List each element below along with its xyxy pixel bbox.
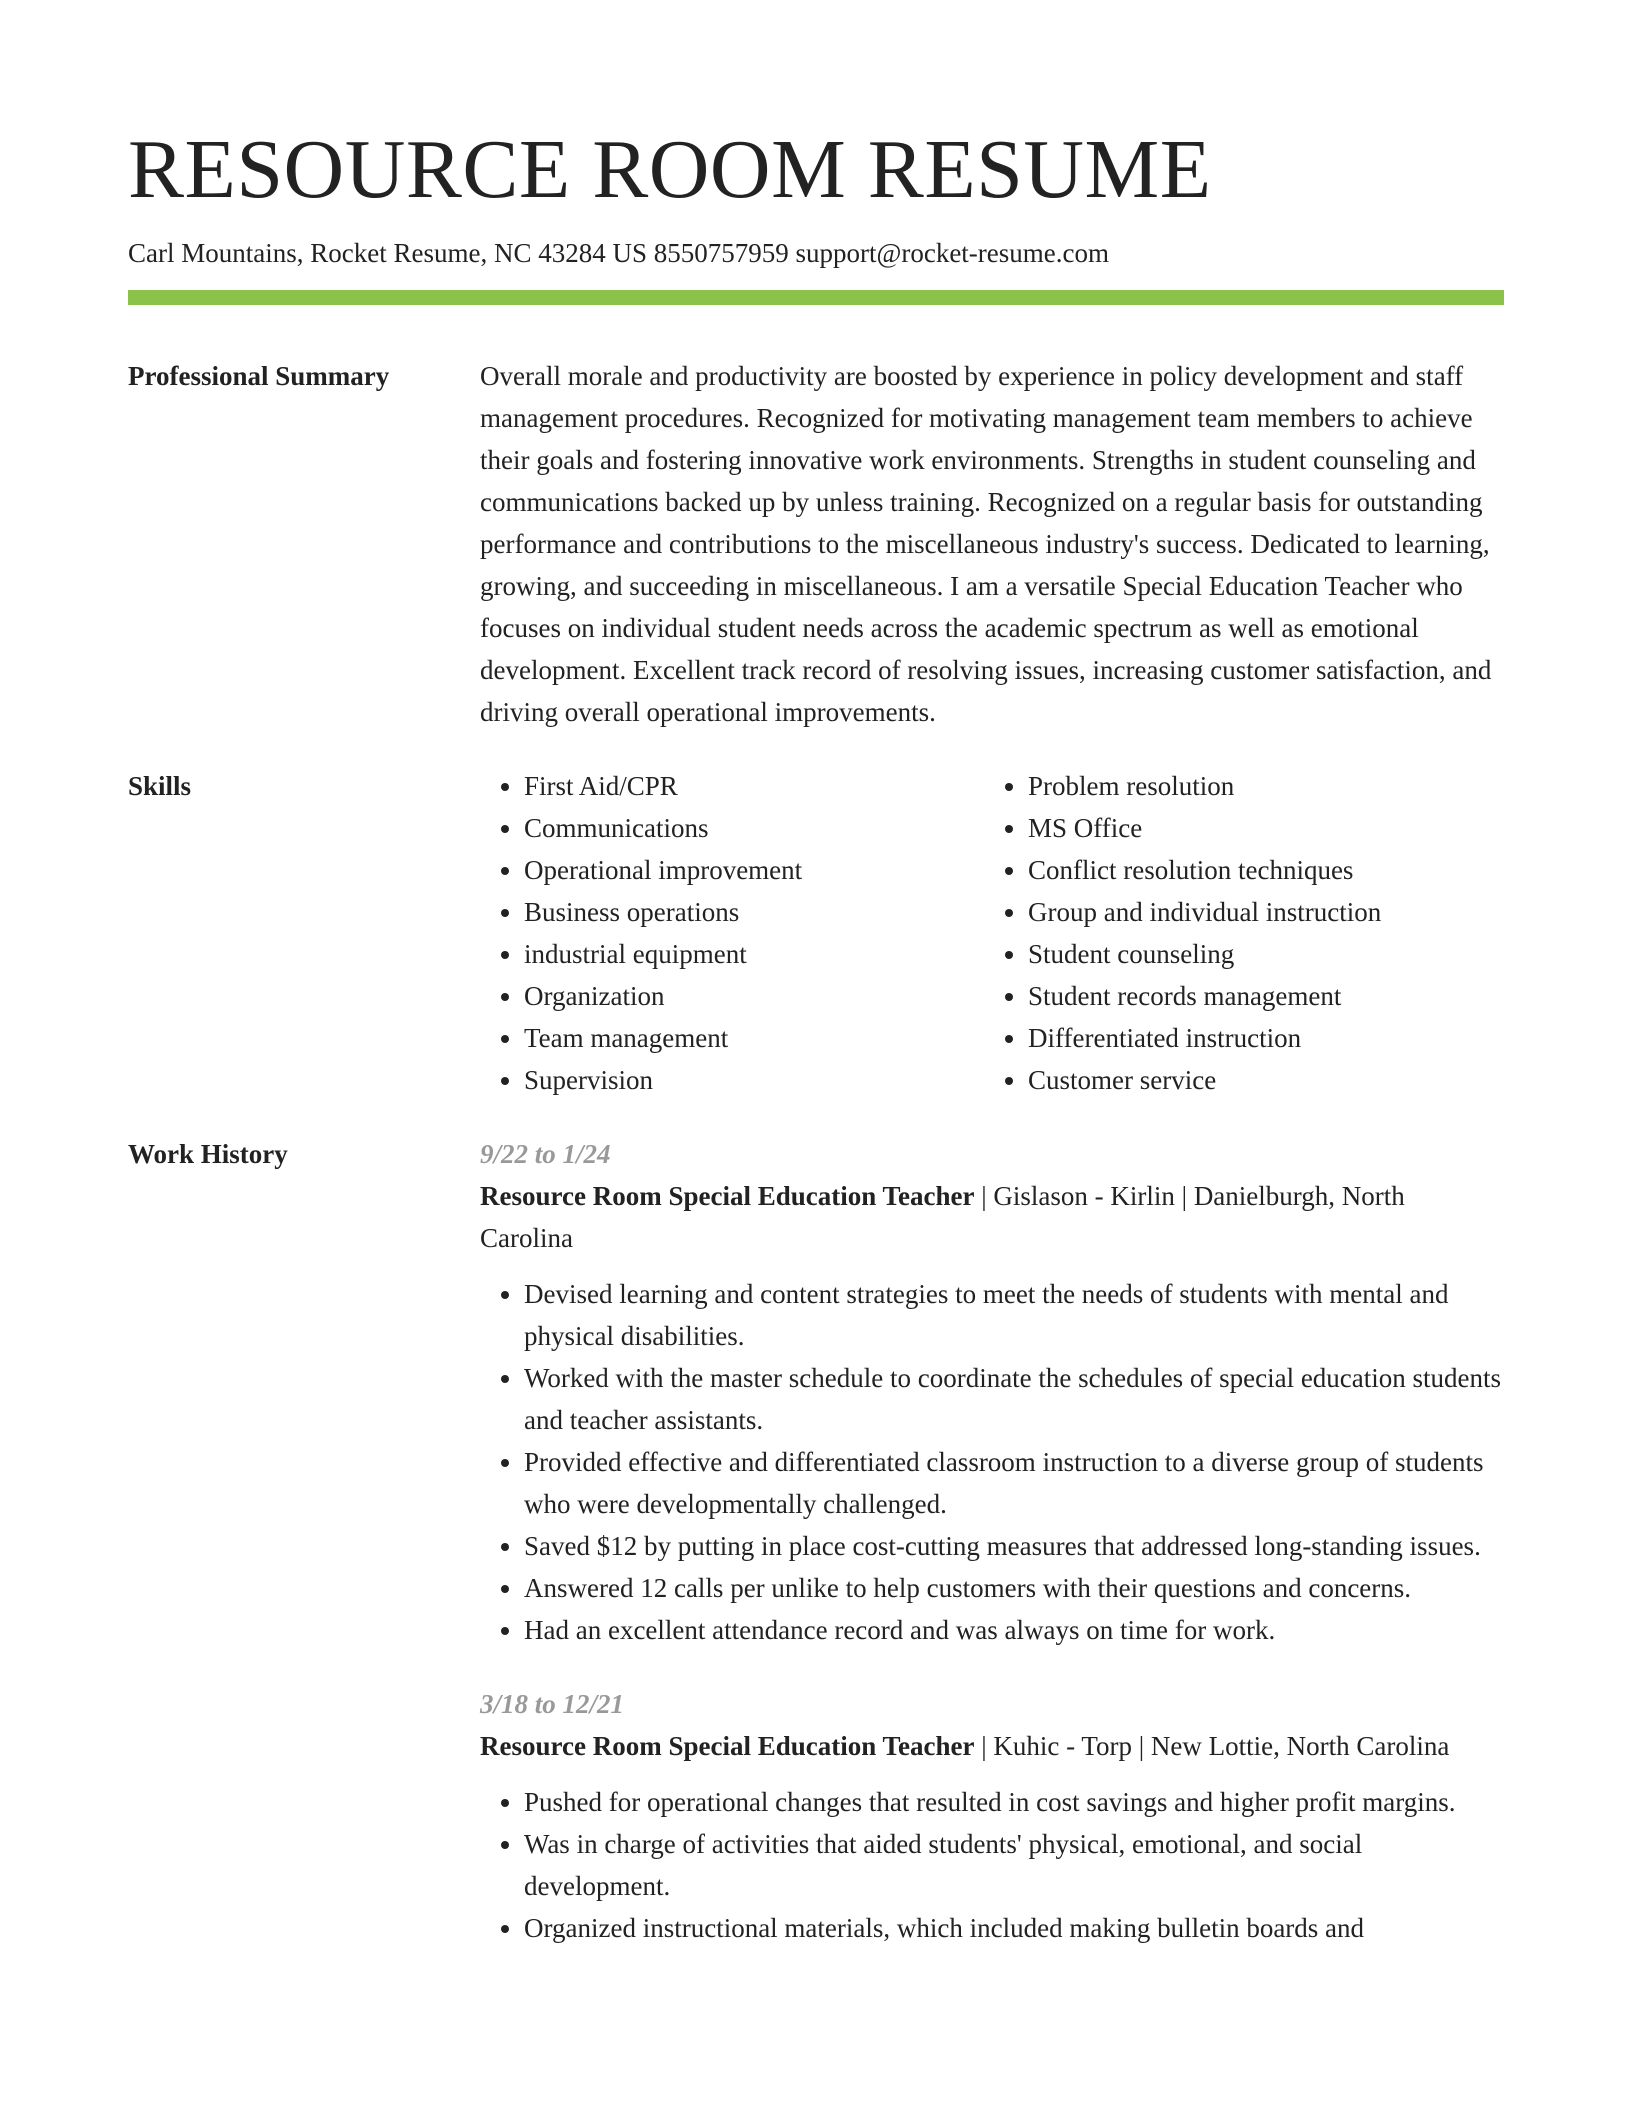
contact-phone: 8550757959 bbox=[653, 238, 789, 268]
job-bullet: • Had an excellent attendance record and was always on time for work. bbox=[524, 1609, 1504, 1651]
contact-address: Carl Mountains, Rocket Resume, NC 43284 US bbox=[128, 238, 647, 268]
skill-item: • Problem resolution bbox=[1028, 765, 1488, 807]
job-location: | Danielburgh, North Carolina bbox=[480, 1181, 1405, 1253]
skill-item: • MS Office bbox=[1028, 807, 1488, 849]
skill-item: • industrial equipment bbox=[524, 933, 984, 975]
job-dates: 3/18 to 12/21 bbox=[480, 1689, 625, 1719]
resume-page bbox=[128, 0, 1504, 1981]
summary-heading: Professional Summary bbox=[128, 361, 390, 391]
contact-email: support@rocket-resume.com bbox=[795, 238, 1110, 268]
job-dates: 9/22 to 1/24 bbox=[480, 1139, 611, 1169]
skills-column-right bbox=[984, 765, 1488, 1101]
skill-item: • Operational improvement bbox=[524, 849, 984, 891]
job-company: | Kuhic - Torp bbox=[975, 1731, 1133, 1761]
skill-item: • Differentiated instruction bbox=[1028, 1017, 1488, 1059]
work-history-list bbox=[480, 1133, 1504, 1981]
job-location: | New Lottie, North Carolina bbox=[1132, 1731, 1449, 1761]
job-bullet: • Organized instructional materials, which included making bulletin boards and bbox=[524, 1907, 1504, 1949]
contact-line bbox=[128, 236, 1504, 270]
job-bullets bbox=[480, 1273, 1504, 1651]
job-company: | Gislason - Kirlin bbox=[975, 1181, 1175, 1211]
work-history-section bbox=[128, 1133, 1504, 1981]
skill-item: • Group and individual instruction bbox=[1028, 891, 1488, 933]
job-bullet: • Answered 12 calls per unlike to help customers with their questions and concerns. bbox=[524, 1567, 1504, 1609]
job-bullet: • Devised learning and content strategies to meet the needs of students with mental and physical disabilities. bbox=[524, 1273, 1504, 1357]
job-entry bbox=[480, 1133, 1504, 1651]
skill-item: • Business operations bbox=[524, 891, 984, 933]
job-heading bbox=[480, 1175, 1504, 1259]
resume-title: RESOURCE ROOM RESUME bbox=[128, 123, 1212, 216]
skill-item: • Organization bbox=[524, 975, 984, 1017]
summary-section bbox=[128, 355, 1504, 733]
skills-section bbox=[128, 765, 1504, 1101]
skill-item: • Customer service bbox=[1028, 1059, 1488, 1101]
skill-item: • Communications bbox=[524, 807, 984, 849]
skill-item: • First Aid/CPR bbox=[524, 765, 984, 807]
skills-list bbox=[480, 765, 1504, 1101]
skills-column-left bbox=[480, 765, 984, 1101]
job-entry bbox=[480, 1683, 1504, 1949]
job-title: Resource Room Special Education Teacher bbox=[480, 1181, 975, 1211]
job-bullet: • Pushed for operational changes that resulted in cost savings and higher profit margins. bbox=[524, 1781, 1504, 1823]
job-bullet: • Provided effective and differentiated classroom instruction to a diverse group of students who were developmentally challenged. bbox=[524, 1441, 1504, 1525]
skill-item: • Student records management bbox=[1028, 975, 1488, 1017]
job-heading bbox=[480, 1725, 1504, 1767]
skill-item: • Student counseling bbox=[1028, 933, 1488, 975]
job-title: Resource Room Special Education Teacher bbox=[480, 1731, 975, 1761]
job-bullet: • Was in charge of activities that aided students' physical, emotional, and social development. bbox=[524, 1823, 1504, 1907]
header-divider bbox=[128, 290, 1504, 305]
job-bullet: • Worked with the master schedule to coordinate the schedules of special education students and teacher assistants. bbox=[524, 1357, 1504, 1441]
job-bullet: • Saved $12 by putting in place cost-cutting measures that addressed long-standing issues. bbox=[524, 1525, 1504, 1567]
skill-item: • Conflict resolution techniques bbox=[1028, 849, 1488, 891]
skill-item: • Team management bbox=[524, 1017, 984, 1059]
skills-heading: Skills bbox=[128, 771, 192, 801]
work-history-heading: Work History bbox=[128, 1139, 288, 1169]
skill-item: • Supervision bbox=[524, 1059, 984, 1101]
job-bullets bbox=[480, 1781, 1504, 1949]
summary-text: Overall morale and productivity are boosted by experience in policy development and staff management procedures. Recognized for motivating management team members to achieve their goals and fostering innovative work environments. Strengths in student counseling and communications backed up by unless training. Recognized on a regular basis for outstanding performance and contributions to the miscellaneous industry's success. Dedicated to learning, growing, and succeeding in miscellaneous. I am a versatile Special Education Teacher who focuses on individual student needs across the academic spectrum as well as emotional development. Excellent track record of resolving issues, increasing customer satisfaction, and driving overall operational improvements. bbox=[480, 361, 1492, 727]
